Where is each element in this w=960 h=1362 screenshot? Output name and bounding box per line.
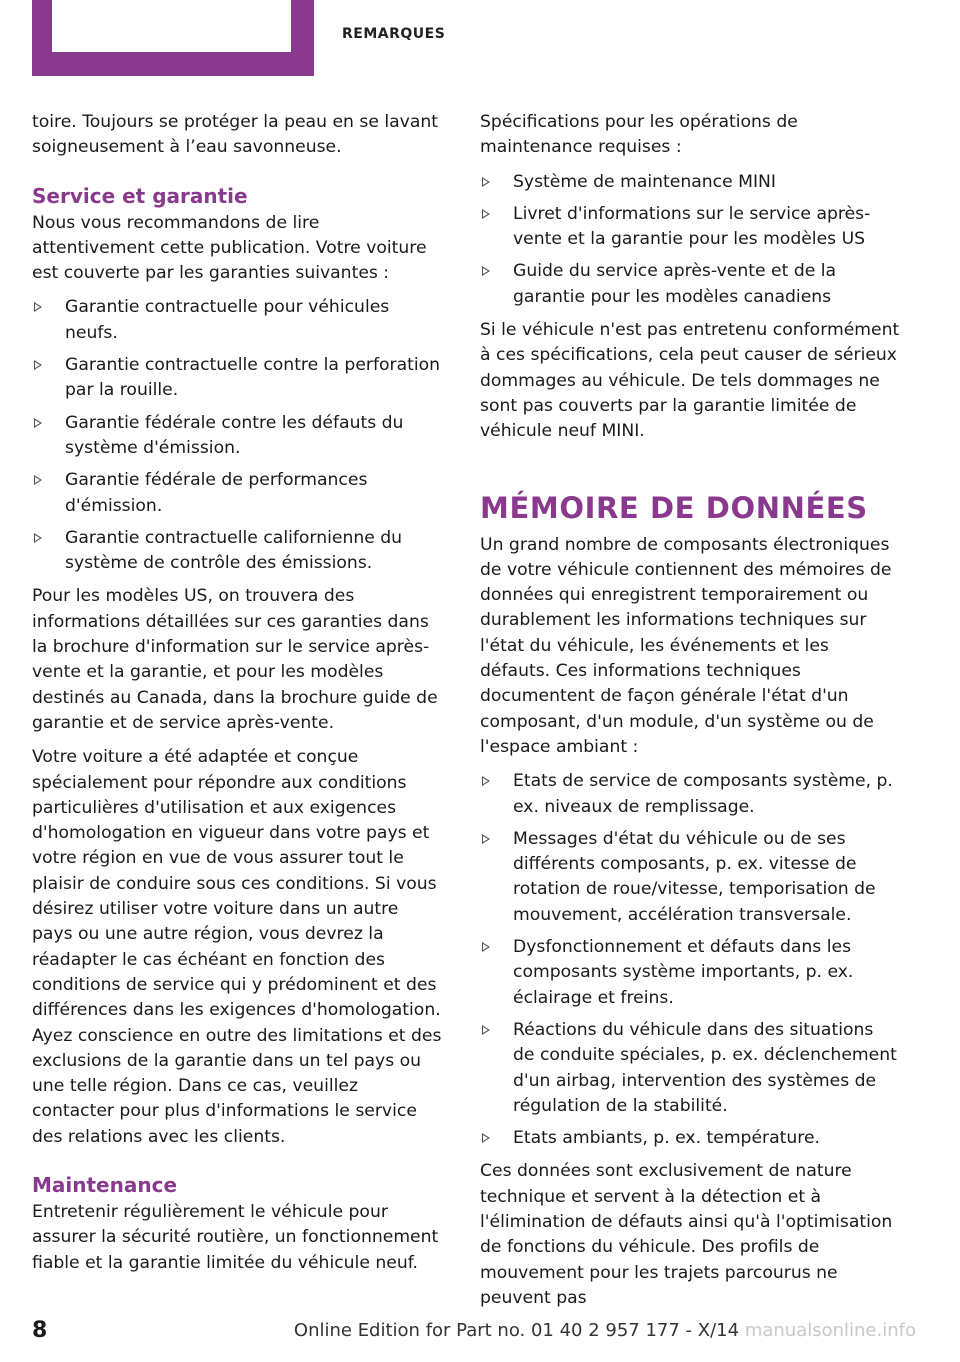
- header-tab-inner: [52, 0, 291, 52]
- memory-list: [480, 769, 900, 1151]
- list-item: Livret d'informations sur le service après-vente et la garantie pour les modèles US: [480, 202, 900, 253]
- memory-heading: MÉMOIRE DE DONNÉES: [480, 490, 868, 525]
- spec-warning: Si le véhicule n'est pas entretenu conformément à ces spécifications, cela peut causer de sérieux dommages au véhicule. De tels dommages ne sont pas couverts par la garantie limitée de véhicule neuf MINI.: [480, 320, 900, 442]
- bullet-triangle-icon: [34, 475, 42, 485]
- bullet-triangle-icon: [482, 834, 490, 844]
- list-item: Dysfonctionnement et défauts dans les composants système importants, p. ex. éclairage et freins.: [480, 935, 900, 1011]
- list-item: Etats ambiants, p. ex. température.: [480, 1126, 900, 1151]
- edition-text: Online Edition for Part no. 01 40 2 957 177 - X/14: [293, 1320, 740, 1341]
- list-item: Garantie contractuelle californienne du système de contrôle des émissions.: [32, 526, 444, 577]
- memory-intro: Un grand nombre de composants électroniques de votre véhicule contiennent des mémoires de données qui enregistrent temporairement ou durablement les informations techniques sur l'état du véhicule, les événements et les défauts. Ces informations techniques documentent de façon générale l'état d'un composant, d'un module, d'un système ou de l'espace ambiant :: [480, 534, 892, 757]
- watermark: manualsonline.info: [744, 1320, 916, 1341]
- left-column: [32, 110, 444, 1285]
- bullet-triangle-icon: [482, 177, 490, 187]
- list-item: Etats de service de composants système, p. ex. niveaux de remplissage.: [480, 769, 900, 820]
- adaptation-paragraph: Votre voiture a été adaptée et conçue spécialement pour répondre aux conditions particulières d'utilisation et aux exigences d'homologation en vigueur dans votre pays et votre région en vue de vous assurer tout le plaisir de conduire sous ces conditions. Si vous désirez utiliser votre voiture dans un autre pays ou une autre région, vous devrez la réadapter le cas échéant en fonction des conditions de service qui y prédominent et des différences dans les exigences d'homologation. Ayez conscience en outre des limitations et des exclusions de la garantie dans un tel pays ou une telle région. Dans ce cas, veuillez contacter pour plus d'informations le service des relations avec les clients.: [32, 747, 442, 1147]
- bullet-triangle-icon: [482, 942, 490, 952]
- bullet-triangle-icon: [34, 418, 42, 428]
- bullet-triangle-icon: [482, 1025, 490, 1035]
- bullet-triangle-icon: [482, 266, 490, 276]
- bullet-triangle-icon: [34, 360, 42, 370]
- service-intro: Nous vous recommandons de lire attentivement cette publication. Votre voiture est couverte par les garanties suivantes :: [32, 212, 427, 284]
- warranty-list: [32, 295, 444, 576]
- us-models-paragraph: Pour les modèles US, on trouvera des informations détaillées sur ces garanties dans la brochure d'information sur le service après-vente et la garantie, et pour les modèles destinés au Canada, dans la brochure guide de garantie et de service après-vente.: [32, 586, 438, 733]
- list-item: Garantie contractuelle pour véhicules neufs.: [32, 295, 444, 346]
- maintenance-heading: Maintenance: [32, 1172, 178, 1197]
- section-title: REMARQUES: [342, 26, 446, 42]
- list-item: Garantie contractuelle contre la perforation par la rouille.: [32, 353, 444, 404]
- memory-outro: Ces données sont exclusivement de nature technique et servent à la détection et à l'élimination de défauts ainsi qu'à l'optimisation de fonctions du véhicule. Des profils de mouvement pour les trajets parcourus ne peuvent pas: [480, 1161, 893, 1308]
- list-item: Messages d'état du véhicule ou de ses différents composants, p. ex. vitesse de rotation de roue/vitesse, temporisation de mouvement, accélération transversale.: [480, 827, 900, 928]
- list-item: Garantie fédérale de performances d'émission.: [32, 468, 444, 519]
- page-number: 8: [32, 1318, 48, 1343]
- spec-intro: Spécifications pour les opérations de maintenance requises :: [480, 112, 798, 158]
- maintenance-paragraph: Entretenir régulièrement le véhicule pour assurer la sécurité routière, un fonctionnement fiable et la garantie limitée du véhicule neuf.: [32, 1201, 439, 1273]
- list-item: Guide du service après-vente et de la garantie pour les modèles canadiens: [480, 259, 900, 310]
- intro-paragraph: toire. Toujours se protéger la peau en se lavant soigneusement à l’eau savonneuse.: [32, 112, 439, 158]
- service-heading: Service et garantie: [32, 183, 248, 208]
- bullet-triangle-icon: [34, 533, 42, 543]
- right-column: [480, 110, 900, 1320]
- list-item: Système de maintenance MINI: [480, 170, 900, 195]
- bullet-triangle-icon: [34, 302, 42, 312]
- spec-list: [480, 170, 900, 310]
- list-item: Réactions du véhicule dans des situations de conduite spéciales, p. ex. déclenchement d'un airbag, intervention des systèmes de régulation de la stabilité.: [480, 1018, 900, 1119]
- bullet-triangle-icon: [482, 776, 490, 786]
- bullet-triangle-icon: [482, 1133, 490, 1143]
- footer-edition: [294, 1320, 916, 1341]
- bullet-triangle-icon: [482, 209, 490, 219]
- list-item: Garantie fédérale contre les défauts du système d'émission.: [32, 411, 444, 462]
